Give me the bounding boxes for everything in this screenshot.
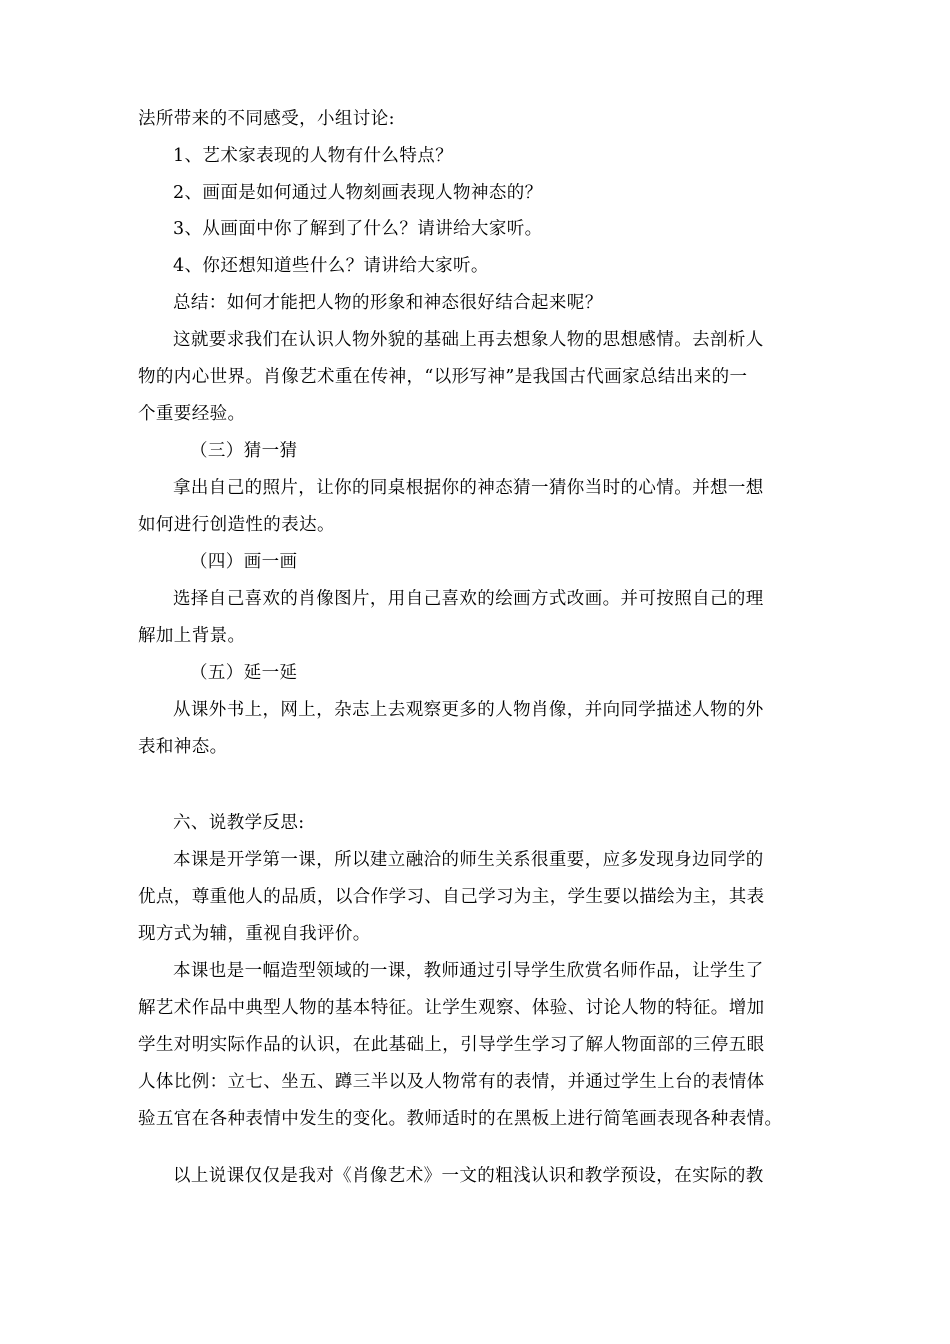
text-line: 这就要求我们在认识人物外貌的基础上再去想象人物的思想感情。去剖析人: [173, 330, 764, 350]
text-line: 法所带来的不同感受，小组讨论:: [138, 109, 395, 129]
text-line: 拿出自己的照片，让你的同桌根据你的神态猜一猜你当时的心情。并想一想: [173, 478, 764, 498]
text-line: 表和神态。: [138, 737, 228, 757]
text-line: 从课外书上，网上，杂志上去观察更多的人物肖像，并向同学描述人物的外: [173, 700, 764, 720]
text-line: 本课是开学第一课，所以建立融洽的师生关系很重要，应多发现身边同学的: [173, 850, 764, 870]
text-line: 本课也是一幅造型领域的一课，教师通过引导学生欣赏名师作品，让学生了: [173, 961, 764, 981]
question-2: 2、画面是如何通过人物刻画表现人物神态的？: [173, 183, 543, 203]
text-line: 验五官在各种表情中发生的变化。教师适时的在黑板上进行简笔画表现各种表情。: [138, 1109, 783, 1129]
question-3: 3、从画面中你了解到了什么？请讲给大家听。: [173, 219, 543, 239]
section-heading-draw: （四）画一画: [190, 552, 298, 572]
text-line: 物的内心世界。肖像艺术重在传神，“以形写神”是我国古代画家总结出来的一: [138, 367, 748, 387]
text-line: 解加上背景。: [138, 626, 246, 646]
text-line: 解艺术作品中典型人物的基本特征。让学生观察、体验、讨论人物的特征。增加: [138, 998, 765, 1018]
question-4: 4、你还想知道些什么？请讲给大家听。: [173, 256, 489, 276]
section-heading-guess: （三）猜一猜: [190, 441, 298, 461]
text-line: 现方式为辅，重视自我评价。: [138, 924, 371, 944]
text-line: 以上说课仅仅是我对《肖像艺术》一文的粗浅认识和教学预设，在实际的教: [173, 1166, 764, 1186]
section-heading-extend: （五）延一延: [190, 663, 298, 683]
text-line: 如何进行创造性的表达。: [138, 515, 335, 535]
summary-line: 总结：如何才能把人物的形象和神态很好结合起来呢？: [173, 293, 603, 313]
question-1: 1、艺术家表现的人物有什么特点？: [173, 146, 454, 166]
text-line: 人体比例：立七、坐五、蹲三半以及人物常有的表情，并通过学生上台的表情体: [138, 1072, 765, 1092]
text-line: 学生对明实际作品的认识，在此基础上，引导学生学习了解人物面部的三停五眼: [138, 1035, 765, 1055]
text-line: 个重要经验。: [138, 404, 246, 424]
text-line: 优点，尊重他人的品质，以合作学习、自己学习为主，学生要以描绘为主，其表: [138, 887, 765, 907]
section-heading-reflection: 六、说教学反思:: [173, 813, 305, 833]
text-line: 选择自己喜欢的肖像图片，用自己喜欢的绘画方式改画。并可按照自己的理: [173, 589, 764, 609]
